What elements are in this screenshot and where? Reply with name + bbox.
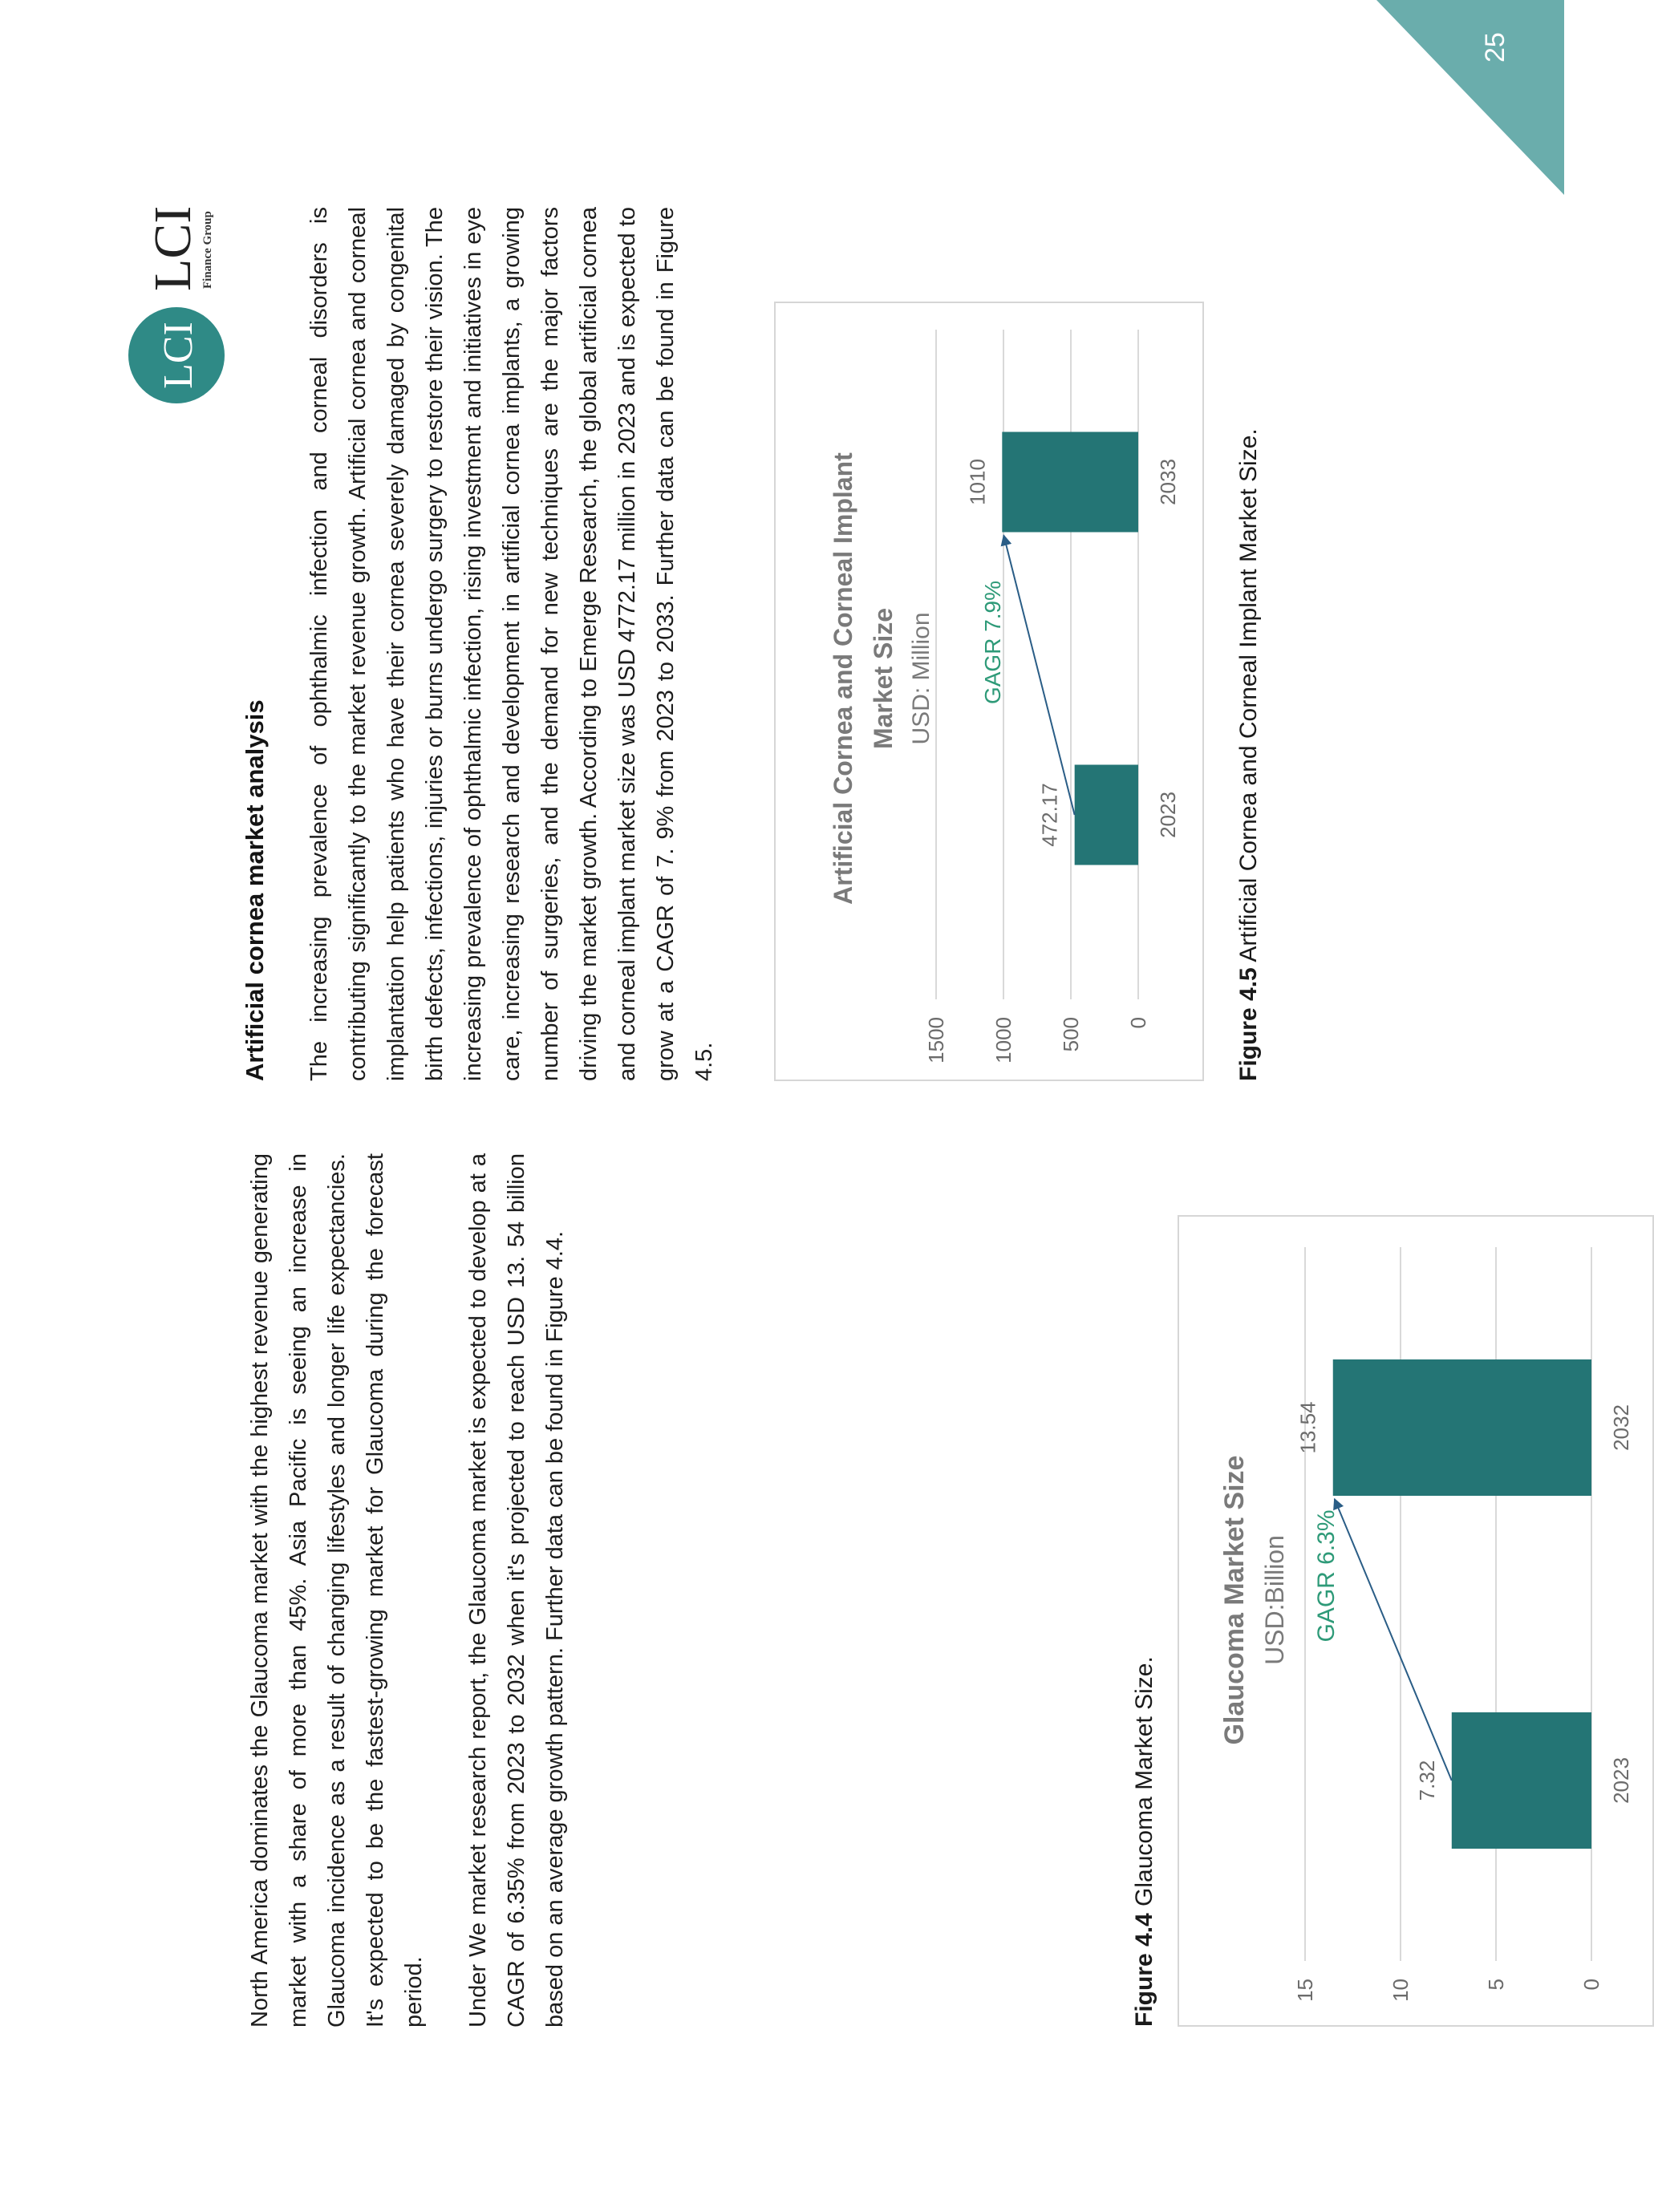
y-tick-label: 0 [1126, 1017, 1150, 1029]
y-tick-label: 15 [1293, 1979, 1317, 2002]
cagr-annotation: GAGR 6.3% [1313, 1509, 1340, 1643]
logo-tagline: Finance Group [201, 211, 214, 289]
chart-title-line: Artificial Cornea and Corneal Implant [829, 452, 857, 905]
figure-4-4-caption [1131, 1656, 1158, 2027]
data-label: 7.32 [1414, 1760, 1439, 1801]
figure-4-5-text: Artificial Cornea and Corneal Implant Market Size. [1235, 428, 1262, 968]
figure-4-5-caption [1235, 428, 1263, 1081]
figure-4-4-label: Figure 4.4 [1131, 1913, 1157, 2027]
category-label: 2033 [1156, 459, 1180, 505]
bar-2033 [1002, 432, 1138, 533]
category-label: 2023 [1156, 792, 1180, 838]
category-label: 2023 [1609, 1757, 1633, 1804]
lci-logo [124, 119, 229, 407]
bar-2023 [1452, 1712, 1591, 1849]
glaucoma-market-size-chart [1179, 1217, 1652, 2025]
bar-2023 [1075, 765, 1138, 865]
left-column [241, 1153, 600, 2028]
right-column [241, 207, 749, 1081]
section-title-artificial-cornea: Artificial cornea market analysis [241, 699, 269, 1081]
paragraph-artificial-cornea: The increasing prevalence of ophthalmic infection and corneal disorders is contributing significantly to the market revenue growth. Artificial cornea and corneal implantation help patients who have their cornea severely damaged by congenital birth defects, infections, injuries or burns undergo surgery to restore their vision. The increasing prevalence of ophthalmic infection, rising investment and initiatives in eye care, increasing research and development in artificial cornea implants, a growing number of surgeries, and the demand for new techniques are the major factors driving the market growth. According to Emerge Research, the global artificial cornea and corneal implant market size was USD 4772.17 million in 2023 and is expected to grow at a CAGR of 7. 9% from 2023 to 2033. Further data can be found in Figure 4.5. [306, 207, 717, 1081]
figure-4-5-label: Figure 4.5 [1235, 967, 1262, 1081]
paragraph-glaucoma-cagr: Under We market research report, the Glaucoma market is expected to develop at a CAGR of 6.35% from 2023 to 2032 when it's projected to reach USD 13. 54 billion based on an average growth pattern. Further data can be found in Figure 4.4. [465, 1153, 568, 2028]
bar-2032 [1333, 1359, 1591, 1496]
growth-arrow [1003, 536, 1074, 816]
figure-artificial-cornea-chart [774, 302, 1204, 1081]
logo-monogram: LCI [156, 322, 201, 389]
chart-title-line: Glaucoma Market Size [1219, 1455, 1250, 1745]
artificial-cornea-market-size-chart [776, 303, 1202, 1080]
y-tick-label: 10 [1388, 1979, 1413, 2002]
y-tick-label: 500 [1059, 1017, 1083, 1052]
chart-title-line: Market Size [869, 607, 898, 750]
paragraph-north-america: North America dominates the Glaucoma market with the highest revenue generating market with a share of more than 45%. Asia Pacific is seeing an increase in Glaucoma incidence as a result of changing lifestyles and longer life expectancies. It's expected to be the fastest-growing market for Glaucoma during the forecast period. [247, 1153, 427, 2028]
logo-name: LCI [144, 205, 202, 291]
y-tick-label: 1500 [924, 1017, 948, 1063]
page-number: 25 [1480, 32, 1510, 63]
y-tick-label: 0 [1579, 1979, 1603, 1991]
corner-triangle-decoration [1376, 0, 1564, 195]
data-label: 472.17 [1037, 783, 1062, 847]
chart-subtitle: USD:Billion [1260, 1535, 1289, 1665]
figure-glaucoma-chart [1178, 1215, 1654, 2027]
figure-4-4-text: Glaucoma Market Size. [1131, 1656, 1157, 1914]
growth-arrow [1335, 1499, 1452, 1781]
data-label: 13.54 [1295, 1401, 1320, 1454]
chart-subtitle: USD: Million [908, 612, 934, 745]
y-tick-label: 5 [1484, 1979, 1508, 1991]
category-label: 2032 [1609, 1404, 1633, 1451]
cagr-annotation: GAGR 7.9% [980, 580, 1005, 705]
y-tick-label: 1000 [991, 1017, 1016, 1063]
lci-logo-mark [124, 119, 229, 407]
data-label: 1010 [965, 459, 990, 505]
